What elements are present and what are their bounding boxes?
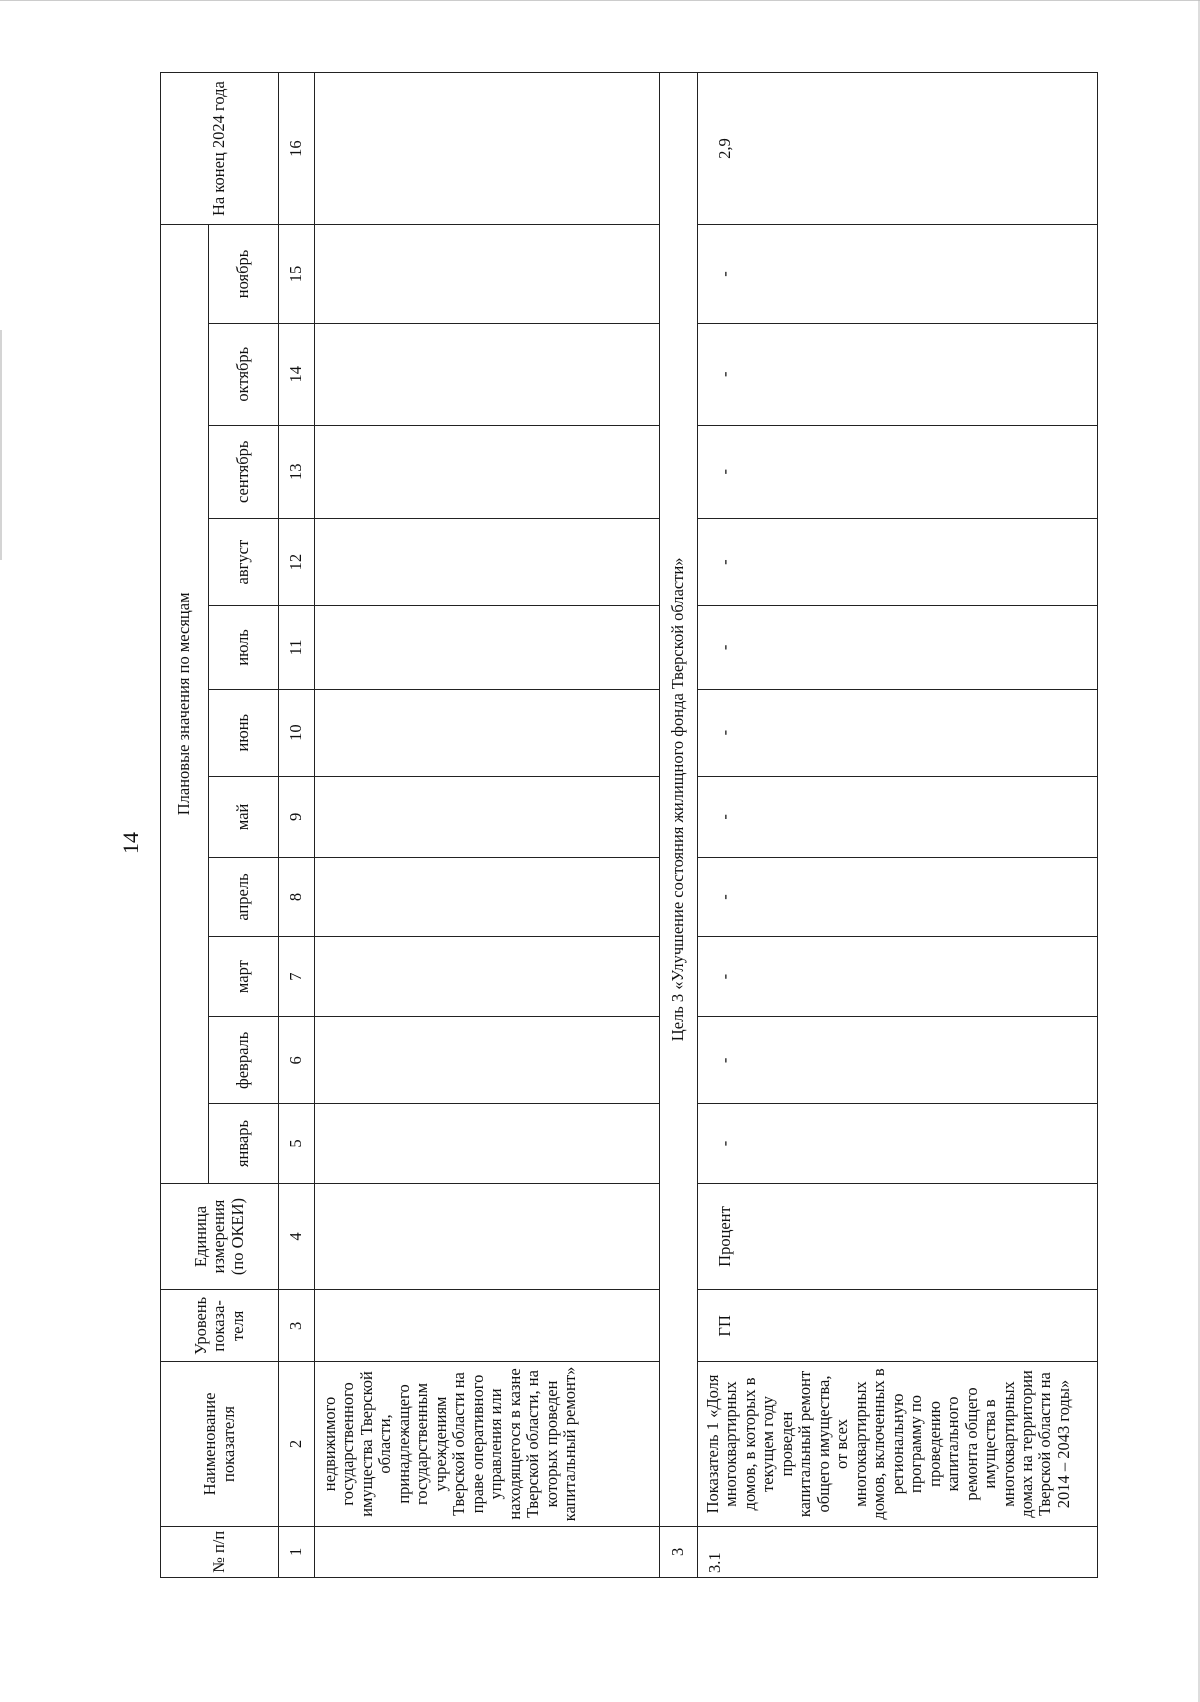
- continuation-row: [315, 73, 660, 1578]
- header-month: февраль: [209, 1017, 279, 1104]
- continuation-indicator-name: недвижимого государственного имущества Тверской области, принадлежащего государственным учреждениям Тверской области на праве оперативного управления или находящегося в казне Тверской области, на которых проведен капитальный ремонт»: [315, 1362, 660, 1526]
- column-number: 10: [279, 689, 315, 776]
- monthly-value: -: [698, 323, 1098, 425]
- empty-cell: [315, 1290, 660, 1362]
- goal-num: 3: [660, 1526, 698, 1577]
- monthly-value: -: [698, 689, 1098, 776]
- continuation-num-cell: [315, 1526, 660, 1577]
- empty-cell: [315, 73, 660, 225]
- plan-values-table: [160, 72, 1098, 1578]
- column-number: 16: [279, 73, 315, 225]
- column-number: 15: [279, 225, 315, 324]
- column-number: 6: [279, 1017, 315, 1104]
- header-unit: Единица измерения (по ОКЕИ): [161, 1183, 279, 1290]
- indicator-row: [698, 73, 1098, 1578]
- empty-cell: [315, 519, 660, 606]
- header-month: март: [209, 937, 279, 1017]
- header-plan-group: Плановые значения по месяцам: [161, 225, 209, 1183]
- page-number: 14: [118, 832, 143, 854]
- indicator-name: Показатель 1 «Доля многоквартирных домов, в которых в текущем году проведен капитальный ремонт общего имущества, от всех многоквартирных домов, включенных в региональную программу по проведению капитального ремонта общего имущества в многоквартирных домах на территории Тверской области на 2014 – 2043 годы»: [698, 1362, 1098, 1526]
- header-month: ноябрь: [209, 225, 279, 324]
- indicator-unit: Процент: [698, 1183, 1098, 1290]
- column-number: 13: [279, 425, 315, 518]
- column-number: 8: [279, 857, 315, 936]
- column-number: 7: [279, 937, 315, 1017]
- header-month: июнь: [209, 689, 279, 776]
- monthly-value: -: [698, 937, 1098, 1017]
- column-number: 12: [279, 519, 315, 606]
- header-month: май: [209, 776, 279, 857]
- header-name: Наименование показателя: [161, 1362, 279, 1526]
- column-number: 1: [279, 1526, 315, 1577]
- empty-cell: [315, 425, 660, 518]
- empty-cell: [315, 606, 660, 689]
- column-number: 5: [279, 1104, 315, 1183]
- empty-cell: [315, 937, 660, 1017]
- header-level: Уровень показа-теля: [161, 1290, 279, 1362]
- header-month: октябрь: [209, 323, 279, 425]
- column-number-row: [279, 73, 315, 1578]
- goal-text: Цель 3 «Улучшение состояния жилищного фонда Тверской области»: [660, 73, 698, 1527]
- monthly-value: -: [698, 1104, 1098, 1183]
- header-end-year: На конец 2024 года: [161, 73, 279, 225]
- table-wrapper: [160, 72, 1106, 1578]
- empty-cell: [315, 1183, 660, 1290]
- indicator-num: 3.1: [698, 1526, 1098, 1577]
- empty-cell: [315, 857, 660, 936]
- monthly-value: -: [698, 425, 1098, 518]
- monthly-value: -: [698, 1017, 1098, 1104]
- column-number: 14: [279, 323, 315, 425]
- goal-row: [660, 73, 698, 1578]
- monthly-value: -: [698, 225, 1098, 324]
- column-number: 3: [279, 1290, 315, 1362]
- empty-cell: [315, 225, 660, 324]
- indicator-level: ГП: [698, 1290, 1098, 1362]
- empty-cell: [315, 1104, 660, 1183]
- header-month: сентябрь: [209, 425, 279, 518]
- end-year-value: 2,9: [698, 73, 1098, 225]
- column-number: 2: [279, 1362, 315, 1526]
- monthly-value: -: [698, 606, 1098, 689]
- header-month: январь: [209, 1104, 279, 1183]
- header-month: август: [209, 519, 279, 606]
- monthly-value: -: [698, 519, 1098, 606]
- empty-cell: [315, 1017, 660, 1104]
- header-month: июль: [209, 606, 279, 689]
- header-row-1: [161, 73, 209, 1578]
- empty-cell: [315, 776, 660, 857]
- column-number: 9: [279, 776, 315, 857]
- empty-cell: [315, 323, 660, 425]
- column-number: 4: [279, 1183, 315, 1290]
- header-month: апрель: [209, 857, 279, 936]
- empty-cell: [315, 689, 660, 776]
- header-num: № п/п: [161, 1526, 279, 1577]
- column-number: 11: [279, 606, 315, 689]
- monthly-value: -: [698, 776, 1098, 857]
- monthly-value: -: [698, 857, 1098, 936]
- rotated-table-container: [160, 72, 1106, 1578]
